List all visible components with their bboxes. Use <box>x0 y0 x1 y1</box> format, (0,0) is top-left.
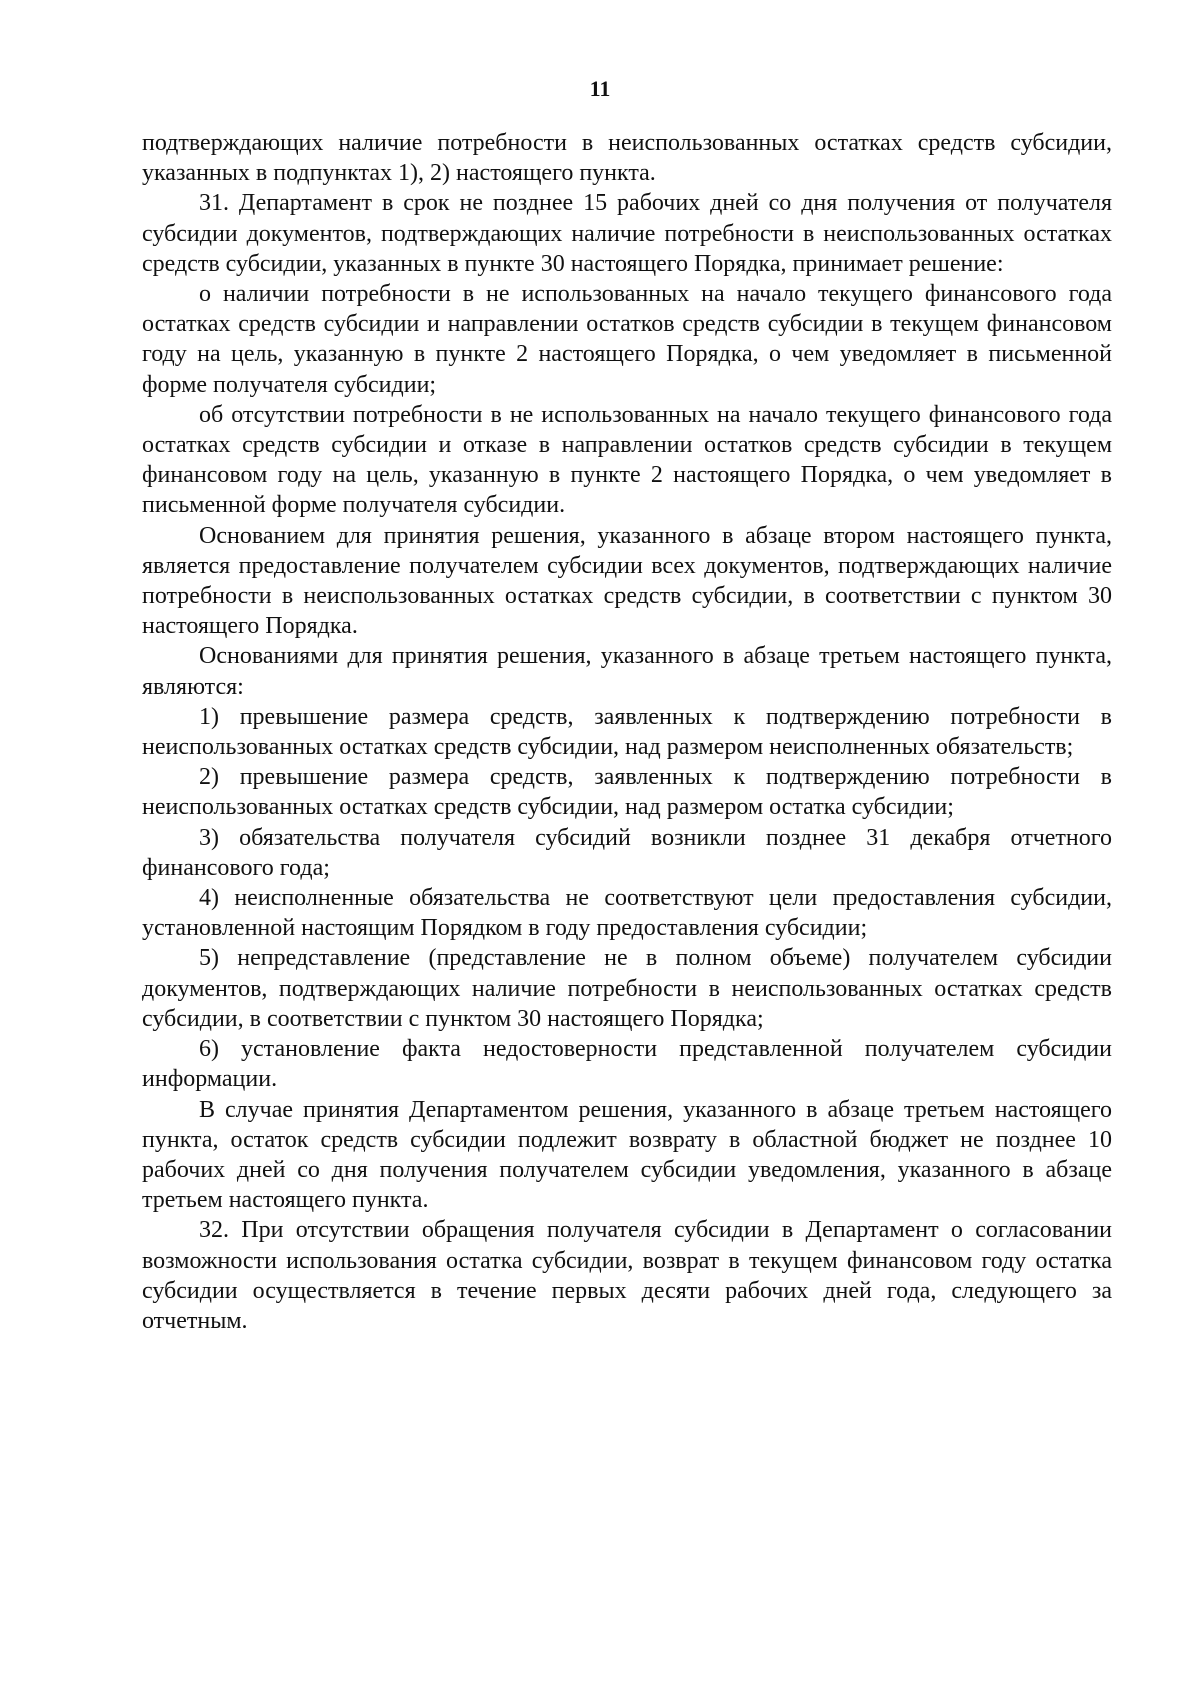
paragraph-basis-refuse-intro: Основаниями для принятия решения, указанного в абзаце третьем настоящего пункта, являются: <box>142 643 1112 700</box>
list-item-1: 1) превышение размера средств, заявленных к подтверждению потребности в неиспользованных остатках средств субсидии, над размером неисполненных обязательств; <box>142 703 1112 761</box>
paragraph-clause-31: 31. Департамент в срок не позднее 15 рабочих дней со дня получения от получателя субсидии документов, подтверждающих наличие потребности в неиспользованных остатках средств субсидии, указанных в пункте 30 настоящего Порядка, принимает решение: <box>142 190 1112 277</box>
paragraph-continuation: подтверждающих наличие потребности в неиспользованных остатках средств субсидии, указанных в подпунктах 1), 2) настоящего пункта. <box>142 130 1112 187</box>
list-item-4: 4) неисполненные обязательства не соответствуют цели предоставления субсидии, установленной настоящим Порядком в году предоставления субсидии; <box>142 885 1112 942</box>
paragraph-clause-32: 32. При отсутствии обращения получателя субсидии в Департамент о согласовании возможности использования остатка субсидии, возврат в текущем финансовом году остатка субсидии осуществляется в течение первых десяти рабочих дней года, следующего за отчетным. <box>142 1217 1112 1334</box>
paragraph-decision-approve: о наличии потребности в не использованных на начало текущего финансового года остатках средств субсидии и направлении остатков средств субсидии в текущем финансовом году на цель, указанную в пункте 2 настоящего Порядка, о чем уведомляет в письменной форме получателя субсидии; <box>142 281 1112 398</box>
list-item-2: 2) превышение размера средств, заявленных к подтверждению потребности в неиспользованных остатках средств субсидии, над размером остатка субсидии; <box>142 764 1112 821</box>
list-item-6: 6) установление факта недостоверности представленной получателем субсидии информации. <box>142 1036 1112 1093</box>
paragraph-decision-refuse: об отсутствии потребности в не использованных на начало текущего финансового года остатках средств субсидии и отказе в направлении остатков средств субсидии в текущем финансовом году на цель, указанную в пункте 2 настоящего Порядка, о чем уведомляет в письменной форме получателя субсидии. <box>142 401 1112 519</box>
paragraph-basis-approve: Основанием для принятия решения, указанного в абзаце втором настоящего пункта, является предоставление получателем субсидии всех документов, подтверждающих наличие потребности в неиспользованных остатках средств субсидии, в соответствии с пунктом 30 настоящего Порядка. <box>142 522 1112 640</box>
list-item-5: 5) непредставление (представление не в полном объеме) получателем субсидии документов, подтверждающих наличие потребности в неиспользованных остатках средств субсидии, в соответствии с пунктом 30 настоящего Порядка; <box>142 945 1112 1032</box>
paragraph-refund: В случае принятия Департаментом решения, указанного в абзаце третьем настоящего пункта, остаток средств субсидии подлежит возврату в областной бюджет не позднее 10 рабочих дней со дня получения получателем субсидии уведомления, указанного в абзаце третьем настоящего пункта. <box>142 1096 1112 1214</box>
page-number: 11 <box>589 76 611 101</box>
document-body <box>142 128 1112 1336</box>
list-item-3: 3) обязательства получателя субсидий возникли позднее 31 декабря отчетного финансового года; <box>142 824 1112 881</box>
